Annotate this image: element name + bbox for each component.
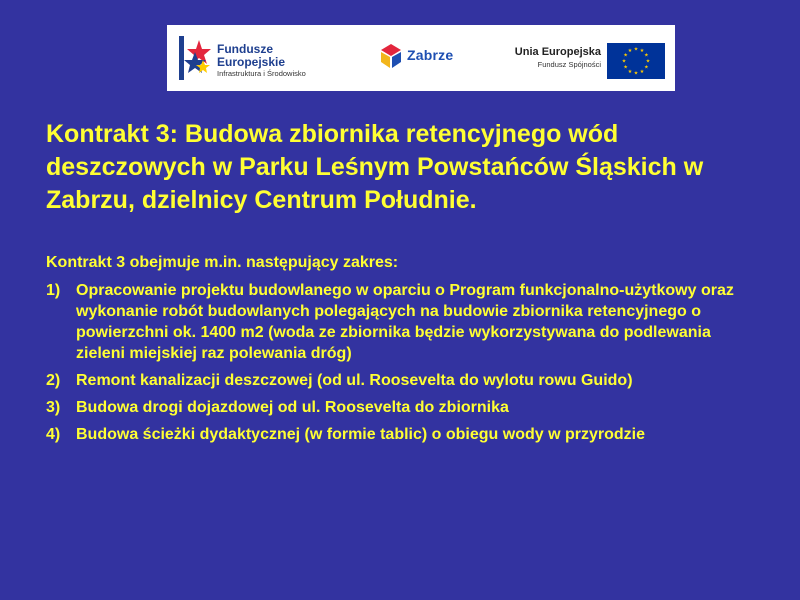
scope-item-text: Budowa drogi dojazdowej od ul. Roosevelta do zbiornika	[76, 399, 509, 416]
ue-line1: Unia Europejska	[514, 46, 601, 58]
fundusze-europejskie-text	[217, 43, 306, 79]
scope-item	[46, 280, 746, 364]
svg-text:★: ★	[623, 52, 628, 59]
svg-text:★: ★	[644, 52, 649, 59]
fe-line2: Europejskie	[217, 55, 286, 69]
scope-item-number: 4)	[46, 426, 61, 443]
scope-item	[46, 397, 746, 418]
svg-text:★: ★	[623, 64, 628, 71]
svg-text:★: ★	[627, 68, 633, 75]
svg-text:★: ★	[645, 58, 651, 65]
page-title: Kontrakt 3: Budowa zbiornika retencyjnego wód deszczowych w Parku Leśnym Powstańców Śląskich w Zabrzu, dzielnicy Centrum Południe.	[46, 120, 704, 214]
scope-item	[46, 370, 746, 391]
scope-intro: Kontrakt 3 obejmuje m.in. następujący zakres:	[46, 254, 399, 271]
scope-list	[46, 280, 746, 451]
svg-text:★: ★	[621, 58, 627, 65]
scope-item	[46, 424, 746, 445]
fe-line1: Fundusze	[217, 42, 273, 56]
svg-text:★: ★	[639, 68, 645, 75]
logo-bar	[167, 25, 675, 91]
scope-item-number: 3)	[46, 399, 61, 416]
zabrze-logo-icon	[379, 43, 403, 69]
scope-item-text: Remont kanalizacji deszczowej (od ul. Roosevelta do wylotu rowu Guido)	[76, 372, 633, 389]
scope-item-text: Budowa ścieżki dydaktycznej (w formie tablic) o obiegu wody w przyrodzie	[76, 426, 645, 443]
fe-line3: Infrastruktura i Środowisko	[217, 69, 306, 78]
ue-line2: Fundusz Spójności	[537, 60, 601, 69]
scope-item-number: 2)	[46, 372, 61, 389]
unia-europejska-text	[501, 45, 601, 70]
scope-item-number: 1)	[46, 282, 61, 299]
svg-text:★: ★	[627, 48, 633, 55]
scope-item-text: Opracowanie projektu budowlanego w oparciu o Program funkcjonalno-użytkowy oraz wykonanie robót budowlanych polegających na budowie zbiornika retencyjnego o powierzchni ok. 1400 m2 (woda ze zbiornika będzie wykorzystywana do podlewania zieleni miejskiej raz polewania dróg)	[76, 282, 734, 362]
svg-text:★: ★	[639, 48, 645, 55]
zabrze-logo-text: Zabrze	[407, 47, 454, 63]
eu-flag-icon	[607, 43, 665, 79]
fundusze-europejskie-logo-icon	[179, 36, 213, 80]
svg-text:★: ★	[633, 46, 639, 53]
svg-text:★: ★	[633, 70, 639, 77]
svg-text:★: ★	[644, 64, 649, 71]
